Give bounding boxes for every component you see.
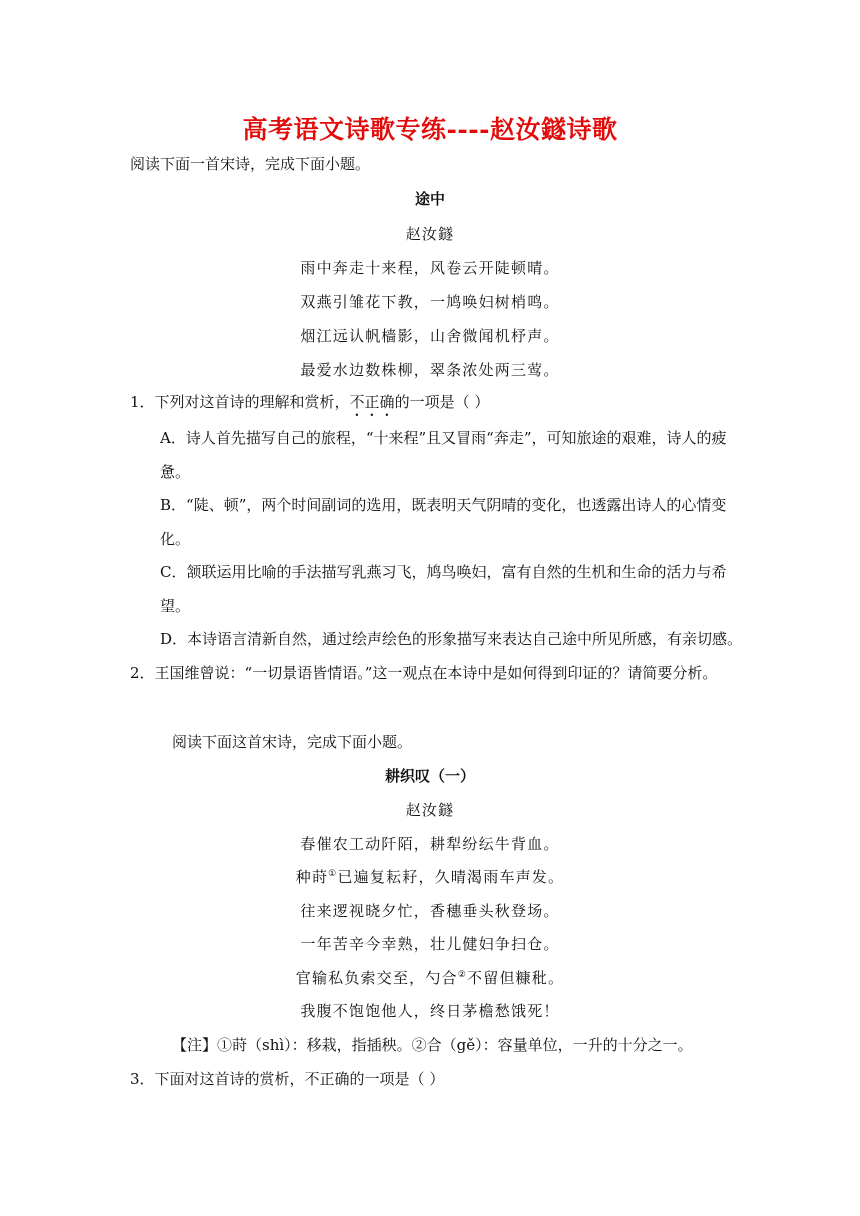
question-3: 3．下面对这首诗的赏析，不正确的一项是（ ） [130, 1070, 445, 1088]
option-a-line1: A．诗人首先描写自己的旅程，“十来程”且又冒雨“奔走”，可知旅途的艰难，诗人的疲 [160, 429, 727, 447]
poem2-author: 赵汝鐩 [405, 801, 455, 819]
poem2-title: 耕织叹（一） [384, 767, 475, 785]
poem2-line: 春催农工动阡陌，耕犁纷纭牛背血。 [300, 835, 560, 853]
poem1-line: 烟江远认帆樯影，山舍微闻机杼声。 [300, 327, 560, 345]
option-c-line2: 望。 [160, 597, 191, 615]
poem1-line: 最爱水边数株柳，翠条浓处两三莺。 [300, 361, 560, 379]
poem2-line2-start: 种莳 [295, 868, 329, 886]
option-a-line2: 惫。 [160, 463, 191, 481]
poem2-line5-start: 官输私负索交至，勺合 [295, 969, 458, 987]
option-b-line1: B．“陡、顿”，两个时间副词的选用，既表明天气阴晴的变化，也透露出诗人的心情变 [160, 496, 727, 514]
poem1-title: 途中 [414, 190, 445, 208]
poem2-note: 【注】①莳（shì）：移栽，指插秧。②合（gě）：容量单位，一升的十分之一。 [172, 1036, 693, 1054]
poem2-line2-end: 已遍复耘耔，久晴渴雨车声发。 [337, 868, 565, 886]
section1-intro: 阅读下面一首宋诗，完成下面小题。 [130, 155, 371, 173]
footnote-marker: ② [457, 970, 468, 980]
question-1 [130, 392, 489, 420]
option-b-line2: 化。 [160, 530, 191, 548]
poem2-line5-end: 不留但糠秕。 [467, 969, 565, 987]
poem2-line: 一年苦辛今幸熟，壮儿健妇争扫仓。 [300, 935, 560, 953]
poem2-line [0, 867, 860, 887]
option-d: D．本诗语言清新自然，通过绘声绘色的形象描写来表达自己途中所见所感，有亲切感。 [160, 630, 743, 648]
question-1-suffix: 的一项是（ ） [394, 393, 490, 411]
poem1-line: 双燕引雏花下教，一鸠唤妇树梢鸣。 [300, 293, 560, 311]
page-title: 高考语文诗歌专练----赵汝鐩诗歌 [242, 115, 618, 144]
question-1-prefix: 1．下列对这首诗的理解和赏析， [130, 393, 350, 411]
poem2-line: 往来逻视晓夕忙，香穗垂头秋登场。 [300, 902, 560, 920]
question-1-emphasis: 不正确 [349, 393, 395, 411]
option-c-line1: C．颔联运用比喻的手法描写乳燕习飞，鸠鸟唤妇，富有自然的生机和生命的活力与希 [160, 563, 727, 581]
question-2: 2．王国维曾说：“一切景语皆情语。”这一观点在本诗中是如何得到印证的？请简要分析。 [130, 664, 718, 682]
poem1-author: 赵汝鐩 [405, 225, 455, 243]
section2-intro: 阅读下面这首宋诗，完成下面小题。 [172, 733, 413, 751]
poem2-line [0, 968, 860, 988]
poem2-line: 我腹不饱饱他人，终日茅檐愁饿死！ [300, 1002, 560, 1020]
footnote-marker: ① [328, 869, 338, 879]
poem1-line: 雨中奔走十来程，风卷云开陡顿晴。 [300, 259, 560, 277]
